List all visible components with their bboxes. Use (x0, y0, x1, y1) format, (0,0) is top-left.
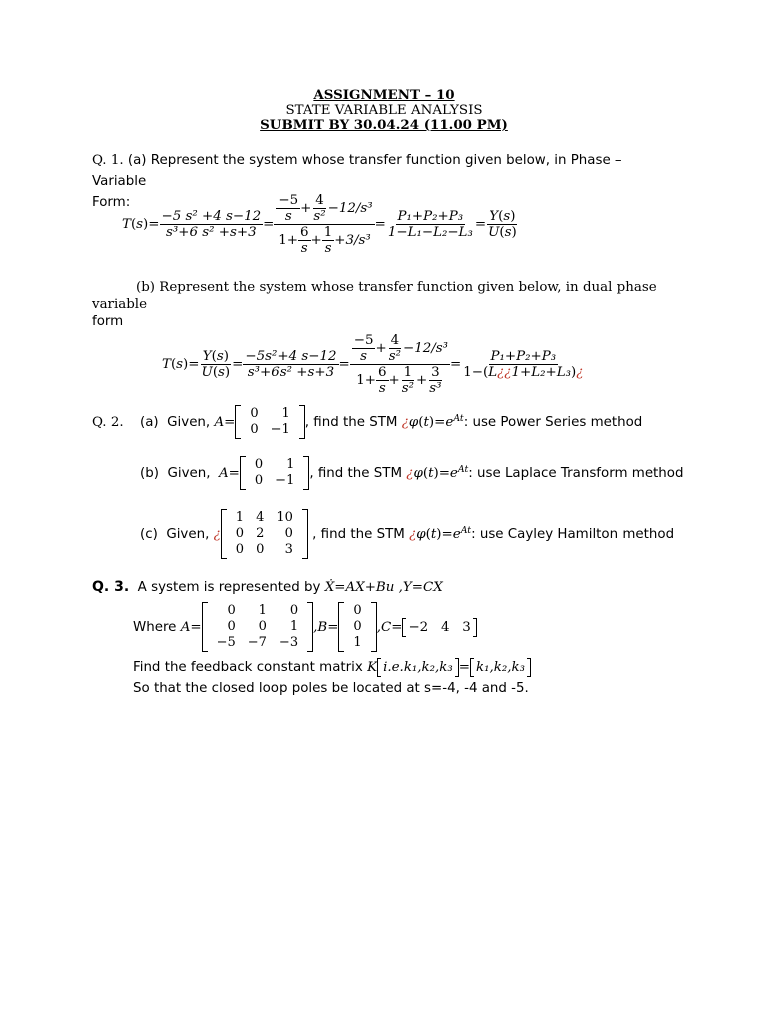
q1a-mason-fraction (386, 209, 475, 240)
plus: + (375, 340, 387, 356)
term-num: 1 (323, 224, 333, 240)
stm-artifact: ¿ (409, 526, 417, 542)
plus: + (416, 372, 428, 388)
eq-sign: = (338, 356, 350, 372)
s-fraction-denominator (276, 225, 373, 256)
term-num: 4 (315, 192, 324, 208)
matrix-cell: 0 (256, 542, 265, 557)
stm-eq: =e (434, 414, 454, 430)
matrix-cell: −7 (247, 635, 267, 650)
q3-find-line (133, 656, 531, 678)
q3-matrices-line (133, 599, 477, 655)
q2a-find: , find the STM (304, 414, 398, 430)
q3-C-matrix (402, 618, 476, 637)
term-den: s² (388, 348, 401, 364)
stm-t: t (428, 465, 434, 481)
eq-s: s (136, 216, 144, 232)
matrix-cell: 0 (353, 619, 362, 634)
matrix-cell: 10 (276, 510, 293, 525)
stm-exp: At (453, 412, 464, 424)
stm-exp: At (460, 524, 472, 536)
term-num: 1 (403, 364, 413, 380)
eq-sign: = (474, 216, 487, 232)
term-den: s (284, 208, 292, 224)
q1a-text-line1: Represent the system whose transfer function given below, in Phase – Variable (92, 153, 622, 189)
term-den: s² (313, 208, 326, 224)
matrix-cell: 1 (258, 603, 267, 618)
eq-T: T (122, 216, 131, 232)
q1a-equation (122, 189, 519, 259)
q3-number: Q. 3. (92, 579, 130, 595)
eq-sign: = (148, 216, 160, 232)
matrix-cell: −3 (278, 635, 299, 650)
q1a-poly-fraction (160, 209, 264, 240)
term-tail: −12/s³ (327, 200, 373, 216)
stm-exp: At (457, 463, 469, 475)
K-symbol: K (367, 659, 378, 675)
q3-A-matrix (202, 602, 314, 652)
K-inner: i.e.k₁,k₂,k₃ (383, 659, 453, 675)
given-artifact: ¿ (213, 526, 221, 542)
eq-s: s (504, 224, 512, 240)
term-den: s³ (429, 380, 442, 396)
eq-T: T (162, 356, 171, 372)
s-fraction-numerator (350, 333, 450, 365)
q2c-find: , find the STM (312, 526, 405, 542)
q2a-method: : use Power Series method (463, 414, 643, 430)
eq-s: s (503, 208, 511, 224)
eq-s: s (216, 348, 224, 364)
term-den: s² (401, 380, 414, 396)
eq-sign: = (232, 356, 244, 372)
q1a-label: (a) (127, 153, 147, 168)
matrix-cell: 0 (353, 603, 362, 618)
plus: + (310, 232, 322, 248)
q2c-method: : use Cayley Hamilton method (471, 526, 675, 542)
stm-phi: φ (408, 414, 419, 430)
matrix-cell: 4 (256, 510, 265, 525)
q3-B-matrix (338, 602, 376, 652)
matrix-cell: 0 (289, 603, 299, 618)
eq-s: s (218, 364, 225, 380)
q3-poles-text: So that the closed loop poles be located at s=-4, -4 and -5. (133, 681, 529, 696)
term-den: s (300, 240, 308, 256)
poly-denominator: s³+6s² +s+3 (247, 364, 335, 380)
matrix-cell: 1 (353, 635, 362, 650)
q2b-A-eq: A= (219, 465, 240, 481)
plus: + (300, 200, 312, 216)
K-bracket (377, 658, 459, 677)
eq-Y: Y (489, 208, 499, 224)
eq-sign: = (188, 356, 200, 372)
q3-where: Where (133, 619, 177, 635)
submission-deadline: SUBMIT BY 30.04.24 (11.00 PM) (260, 117, 508, 133)
eq-U: U (488, 224, 500, 240)
stm-phi: φ (416, 526, 426, 542)
eq-sign: = (374, 216, 386, 232)
q1b-io-fraction (200, 349, 233, 380)
matrix-cell: 1 (235, 510, 245, 525)
den-artifact-end: ¿ (576, 364, 584, 380)
q3-intro: A system is represented by (137, 579, 321, 595)
term-num: 4 (390, 332, 400, 348)
matrix-cell: −1 (275, 473, 295, 488)
matrix-cell: 0 (250, 422, 259, 437)
K-rhs-bracket (470, 658, 531, 677)
term-den: s (360, 348, 368, 364)
q3-intro-line (92, 577, 443, 597)
matrix-cell: 0 (227, 619, 236, 634)
q2b-method: : use Laplace Transform method (468, 465, 684, 481)
matrix-cell: 1 (286, 457, 295, 472)
den-mid: 1+L₂+L₃ (511, 364, 571, 380)
matrix-cell: −1 (270, 422, 290, 437)
stm-t: t (430, 526, 437, 542)
stm-artifact: ¿ (406, 465, 414, 481)
loop-denominator-b: 1− ( L ¿¿ 1+L₂+L₃ ) ¿ (463, 364, 584, 380)
stm-artifact: ¿ (401, 414, 409, 430)
term-tail: −12/s³ (402, 340, 448, 356)
term-tail: +3/s³ (334, 232, 371, 248)
path-sum: P₁+P₂+P₃ (397, 208, 464, 224)
q2b-given: Given, (167, 465, 211, 481)
q3-find-text: Find the feedback constant matrix (133, 659, 363, 675)
s-fraction-numerator (274, 193, 374, 225)
q2a-A-eq: A= (214, 414, 236, 430)
q3-system-eq: Ẋ=AX+Bu ,Y=CX (324, 579, 443, 595)
q3-C-eq: ,C= (376, 619, 403, 635)
matrix-cell: 0 (235, 526, 245, 541)
poly-numerator: −5 s² +4 s−12 (161, 208, 262, 224)
eq-Y: Y (202, 348, 212, 364)
term-num: 6 (377, 364, 387, 380)
matrix-cell: 0 (258, 619, 267, 634)
matrix-cell: 0 (254, 473, 264, 488)
q2c-matrix (221, 509, 308, 559)
term-num: −5 (353, 332, 374, 348)
q2c-line (140, 507, 674, 561)
path-sum: P₁+P₂+P₃ (490, 348, 557, 364)
q2b-find: , find the STM (309, 465, 402, 481)
q1a-text-line2: Form: (92, 195, 131, 210)
K-eq: = (458, 659, 471, 675)
q1b-text (92, 279, 676, 330)
q2b-line (140, 455, 683, 491)
stm-eq: =e (438, 465, 458, 481)
q2c-label: (c) (140, 526, 158, 542)
term-num: 3 (431, 364, 440, 380)
den-artifact: ¿¿ (497, 364, 512, 380)
matrix-cell: 2 (256, 526, 265, 541)
term-den: s (324, 240, 332, 256)
term-num: −5 (278, 192, 299, 208)
assignment-subtitle: STATE VARIABLE ANALYSIS (285, 103, 483, 118)
term-num: 6 (299, 224, 309, 240)
matrix-cell: 1 (281, 406, 290, 421)
q1a-io-fraction (486, 209, 519, 240)
loop-denominator: 1−L₁−L₂−L₃ (387, 224, 473, 240)
matrix-cell: 0 (254, 457, 264, 472)
matrix-cell: 0 (250, 406, 259, 421)
term-den: s (378, 380, 386, 396)
q1b-s-fraction (350, 333, 450, 396)
q1b-text-line1: Represent the system whose transfer function given below, in dual phase variable (92, 280, 657, 312)
q2a-given: Given, (167, 414, 211, 430)
den-pre: 1− (463, 364, 483, 380)
q2b-matrix (240, 456, 309, 490)
q1b-equation (162, 328, 585, 400)
eq-U: U (201, 364, 213, 380)
den-L: L (488, 364, 498, 380)
q1a-s-fraction (274, 193, 374, 256)
q2a-matrix (235, 405, 304, 439)
q1-number: Q. 1. (92, 153, 124, 168)
matrix-cell: 1 (289, 619, 299, 634)
poly-numerator: −5s²+4 s−12 (245, 348, 337, 364)
q1b-label: (b) (136, 280, 156, 295)
eq-sign: = (263, 216, 275, 232)
assignment-title: ASSIGNMENT – 10 (313, 87, 455, 103)
q2a-line (92, 404, 642, 440)
matrix-cell: −5 (216, 635, 236, 650)
K-rhs: k₁,k₂,k₃ (476, 659, 525, 675)
eq-sign: = (449, 356, 462, 372)
matrix-cell: 0 (235, 542, 245, 557)
q1b-mason-fraction (461, 349, 585, 380)
q2a-label: (a) (140, 414, 159, 430)
q2b-label: (b) (140, 465, 159, 481)
one-plus: 1+ (356, 372, 376, 388)
matrix-cell: 0 (227, 603, 236, 618)
stm-phi: φ (413, 465, 423, 481)
eq-s: s (176, 356, 184, 372)
q1b-text-line2: form (92, 314, 124, 329)
q2c-given: Given, (166, 526, 210, 542)
poly-denominator: s³+6 s² +s+3 (166, 224, 257, 240)
plus: + (388, 372, 400, 388)
stm-t: t (423, 414, 429, 430)
q3-A-eq: A= (180, 619, 202, 635)
matrix-cell: 0 (284, 526, 293, 541)
one-plus: 1+ (278, 232, 298, 248)
q3-B-eq: ,B= (313, 619, 339, 635)
C-values: −2 4 3 (408, 619, 471, 635)
q1b-poly-fraction (243, 349, 338, 380)
s-fraction-denominator (354, 365, 445, 396)
matrix-cell: 3 (284, 542, 293, 557)
stm-eq: =e (441, 526, 461, 542)
q2-number: Q. 2. (92, 414, 124, 430)
